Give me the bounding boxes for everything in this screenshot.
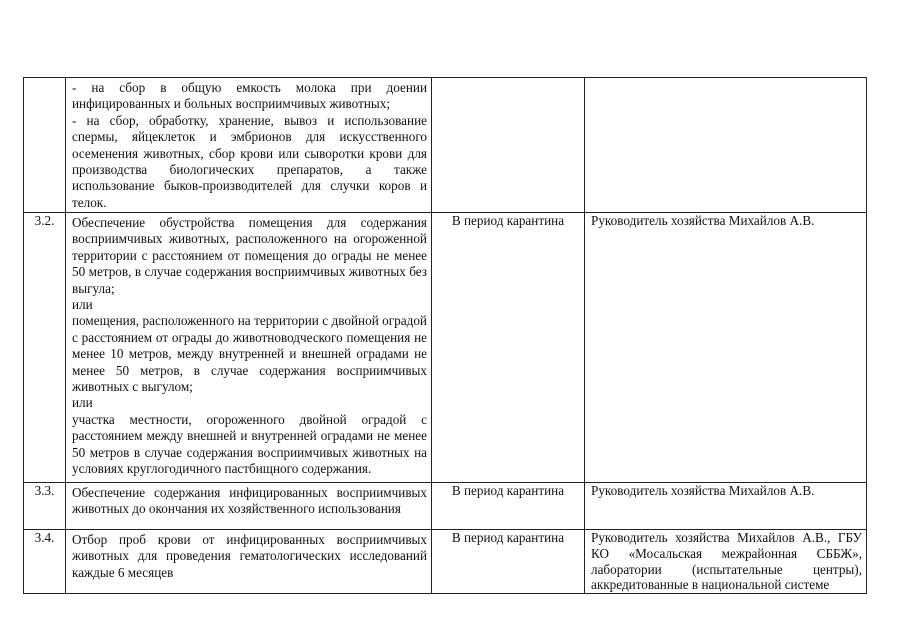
responsible-text: Руководитель хозяйства Михайлов А.В. [591, 213, 815, 228]
description-text [66, 483, 431, 518]
responsible-cell [585, 213, 867, 483]
description-text [66, 213, 431, 478]
responsible-text: Руководитель хозяйства Михайлов А.В., ГБУ КО «Мосальская межрайонная СББЖ», лаборатории (испытательные центры), аккредитованные в национальной системе [591, 530, 862, 593]
description-paragraph: Обеспечение обустройства помещения для содержания восприимчивых животных, расположенного на огороженной территории с расстоянием от помещения до ограды не менее 50 метров, в случае содержания восприимчивых животных без выгула; [72, 215, 427, 296]
description-paragraph: - на сбор в общую емкость молока при доении инфицированных и больных восприимчивых животных; [72, 80, 427, 112]
row-number-cell [24, 78, 66, 213]
period-text: В период карантина [451, 483, 565, 498]
table-row [24, 213, 867, 483]
table-row [24, 483, 867, 530]
period-cell [432, 483, 585, 530]
description-paragraph: Отбор проб крови от инфицированных восприимчивых животных для проведения гематологических исследований каждые 6 месяцев [72, 532, 427, 580]
description-cell [66, 530, 432, 594]
period-cell [432, 530, 585, 594]
description-paragraph: помещения, расположенного на территории с двойной оградой с расстоянием от ограды до животноводческого помещения не менее 10 метров, между внутренней и внешней оградами не менее 50 метров, в случае содержания восприимчивых животных с выгулом; [72, 313, 427, 395]
description-paragraph: или [72, 395, 93, 411]
description-text [66, 78, 431, 211]
period-cell [432, 78, 585, 213]
description-cell [66, 213, 432, 483]
row-number-cell [24, 213, 66, 483]
description-paragraph: - на сбор, обработку, хранение, вывоз и использование спермы, яйцеклеток и эмбрионов для искусственного осеменения животных, сбор крови или сыворотки крови для производства биологических препаратов, а также использование быков-производителей для случки коров и телок. [72, 112, 427, 210]
period-text: В период карантина [451, 530, 565, 545]
responsible-cell [585, 530, 867, 594]
description-text [66, 530, 431, 581]
description-cell [66, 483, 432, 530]
measures-table [23, 77, 867, 594]
row-number: 3.2. [34, 213, 55, 228]
responsible-text: Руководитель хозяйства Михайлов А.В. [591, 483, 815, 498]
table-row [24, 530, 867, 594]
row-number: 3.3. [34, 483, 55, 498]
description-paragraph: Обеспечение содержания инфицированных восприимчивых животных до окончания их хозяйственного использования [72, 485, 427, 517]
responsible-cell [585, 78, 867, 213]
responsible-cell [585, 483, 867, 530]
row-number-cell [24, 530, 66, 594]
description-paragraph: участка местности, огороженного двойной оградой с расстоянием между внешней и внутренней оградами не менее 50 метров в случае содержания восприимчивых животных на условиях круглогодичного пастбищного содержания. [72, 411, 427, 477]
description-paragraph: или [72, 297, 93, 313]
period-text: В период карантина [451, 213, 565, 228]
row-number-cell [24, 483, 66, 530]
description-cell [66, 78, 432, 213]
table-row [24, 78, 867, 213]
row-number: 3.4. [34, 530, 55, 545]
period-cell [432, 213, 585, 483]
